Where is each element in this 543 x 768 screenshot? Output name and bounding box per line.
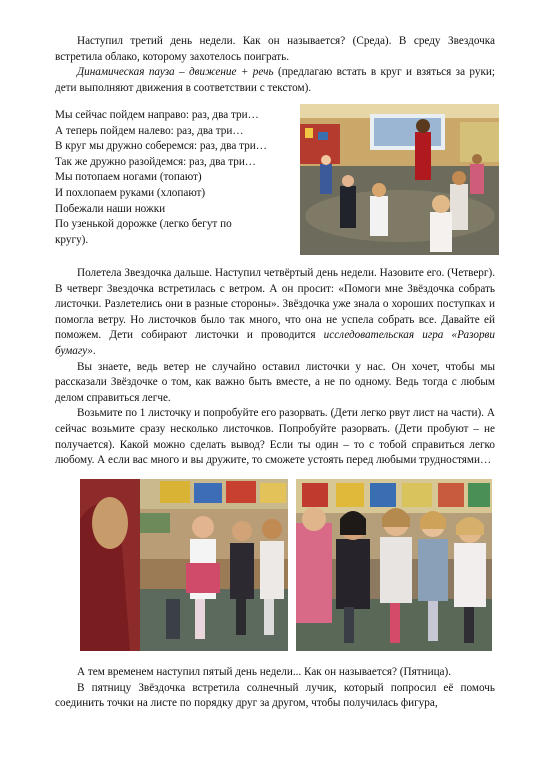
poem-line: И похлопаем руками (хлопают)	[55, 186, 206, 199]
thursday-end: .	[92, 344, 96, 357]
photo-circle-game	[300, 104, 499, 255]
poem-line: Так же дружно разойдемся: раз, два три…	[55, 155, 256, 168]
poem-line: Мы сейчас пойдем направо: раз, два три…	[55, 109, 259, 121]
paragraph-wednesday: Наступил третий день недели. Как он называется? (Среда). В среду Звездочка встретила облако, которому захотелось поиграть.	[55, 35, 495, 63]
paragraph-thursday	[55, 266, 495, 360]
dynamic-pause-title: Динамическая пауза – движение + речь	[77, 66, 274, 79]
game-title: исследовательская игра «Разорви бумагу»	[55, 329, 495, 357]
paragraph-friday: А тем временем наступил пятый день недели... Как он называется? (Пятница).	[77, 666, 452, 678]
paragraph-dynamic-pause	[55, 65, 495, 96]
poem-block	[55, 108, 295, 248]
section-thursday	[55, 266, 495, 469]
poem-line: Мы потопаем ногами (топают)	[55, 171, 202, 184]
poem-line: кругу).	[55, 233, 89, 246]
paragraph-tear-paper: Возьмите по 1 листочку и попробуйте его разорвать. (Дети легко рвут лист на части). А сейчас возьмите сразу несколько листочков. Попробуйте разорвать. (Дети пробуют – не получается). Какой можно сделать вывод? Если ты один – то с тобой справиться легко любому. А если вас много и вы дружите, то сможете устоять перед любыми трудностями…	[55, 407, 495, 467]
thursday-text: Полетела Звездочка дальше. Наступил четвёртый день недели. Назовите его. (Четверг). В четверг Звездочка встретилась с ветром. А он просит: «Помоги мне Звёздочка собрать листочки. Разлетелись они в разные стороны». Звёздочка уже знала о хороших поступках и помогла ветру. Но листочков было так много, что она не успела собрать все. Давайте ей поможем. Дети собирают листочки и проводится	[55, 267, 495, 342]
dynamic-pause-instructions: (предлагаю встать в круг и взяться за руки; дети выполняют движения в соответствии с текстом).	[55, 66, 496, 94]
paragraph-together: Вы знаете, ведь ветер не случайно оставил листочки у нас. Он хочет, чтобы мы рассказали Звёздочке о том, как важно быть вместе, а не по одному. Ведь тогда с любым делом справиться легче.	[55, 360, 495, 404]
poem-line: В круг мы дружно соберемся: раз, два три…	[55, 140, 267, 153]
poem-line: Побежали наши ножки	[55, 202, 166, 215]
photo-teacher-children	[80, 479, 288, 651]
poem-line: А теперь пойдем налево: раз, два три…	[55, 124, 244, 137]
photo-children-seated	[296, 479, 492, 651]
paragraph-sunbeam: В пятницу Звёздочка встретила солнечный лучик, который попросил её помочь соединить точки на листе по порядку друг за другом, чтобы получилась фигура,	[55, 681, 495, 710]
section-friday	[55, 665, 495, 712]
section-wednesday	[55, 34, 495, 96]
poem-line: По узенькой дорожке (легко бегут по	[55, 218, 232, 231]
